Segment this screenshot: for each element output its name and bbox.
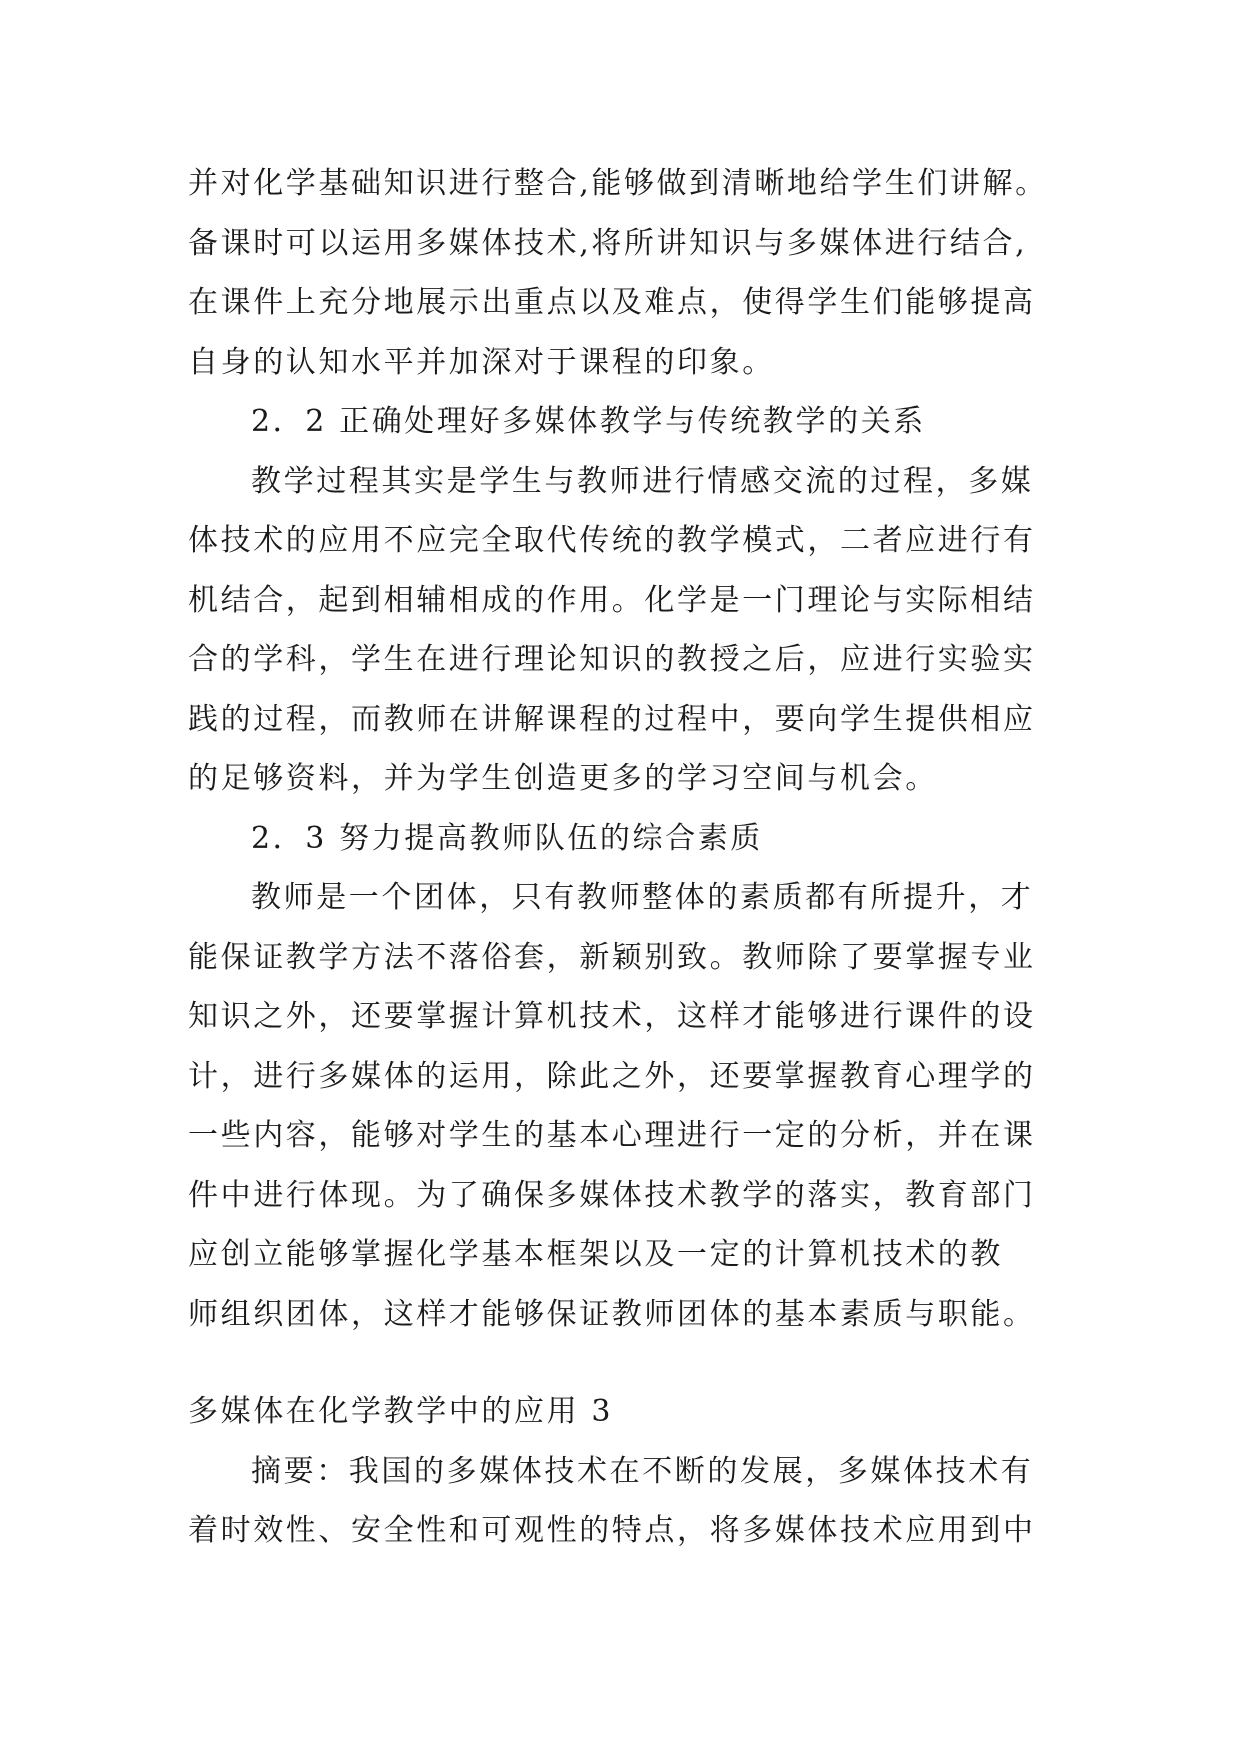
- article-title: 多媒体在化学教学中的应用 3: [188, 1394, 614, 1429]
- section-heading-2-2: 2．2 正确处理好多媒体教学与传统教学的关系: [251, 404, 926, 439]
- body-text-line: 机结合，起到相辅相成的作用。化学是一门理论与实际相结: [188, 583, 1036, 618]
- body-text-line: 合的学科，学生在进行理论知识的教授之后，应进行实验实: [188, 642, 1036, 677]
- body-text-line: 知识之外，还要掌握计算机技术，这样才能够进行课件的设: [188, 999, 1036, 1034]
- body-text-line: 体技术的应用不应完全取代传统的教学模式，二者应进行有: [188, 523, 1036, 558]
- abstract-text-line: 摘要：我国的多媒体技术在不断的发展，多媒体技术有: [251, 1454, 1034, 1489]
- body-text-line: 能保证教学方法不落俗套，新颖别致。教师除了要掌握专业: [188, 940, 1036, 975]
- body-text-line: 在课件上充分地展示出重点以及难点，使得学生们能够提高: [188, 285, 1036, 320]
- section-heading-2-3: 2．3 努力提高教师队伍的综合素质: [251, 821, 763, 856]
- body-text-line: 计，进行多媒体的运用，除此之外，还要掌握教育心理学的: [188, 1059, 1036, 1094]
- body-text-line: 的足够资料，并为学生创造更多的学习空间与机会。: [188, 761, 938, 796]
- body-text-line: 教学过程其实是学生与教师进行情感交流的过程，多媒: [251, 464, 1034, 499]
- body-text-line: 备课时可以运用多媒体技术,将所讲知识与多媒体进行结合,: [188, 226, 1028, 261]
- body-text-line: 应创立能够掌握化学基本框架以及一定的计算机技术的教: [188, 1237, 1003, 1272]
- body-text-line: 件中进行体现。为了确保多媒体技术教学的落实，教育部门: [188, 1178, 1036, 1213]
- body-text-line: 自身的认知水平并加深对于课程的印象。: [188, 345, 775, 380]
- body-text-line: 师组织团体，这样才能够保证教师团体的基本素质与职能。: [188, 1297, 1036, 1332]
- abstract-text-line: 着时效性、安全性和可观性的特点，将多媒体技术应用到中: [188, 1513, 1036, 1548]
- body-text-line: 并对化学基础知识进行整合,能够做到清晰地给学生们讲解。: [188, 166, 1048, 201]
- body-text-line: 教师是一个团体，只有教师整体的素质都有所提升，才: [251, 880, 1034, 915]
- body-text-line: 一些内容，能够对学生的基本心理进行一定的分析，并在课: [188, 1118, 1036, 1153]
- body-text-line: 践的过程，而教师在讲解课程的过程中，要向学生提供相应: [188, 702, 1036, 737]
